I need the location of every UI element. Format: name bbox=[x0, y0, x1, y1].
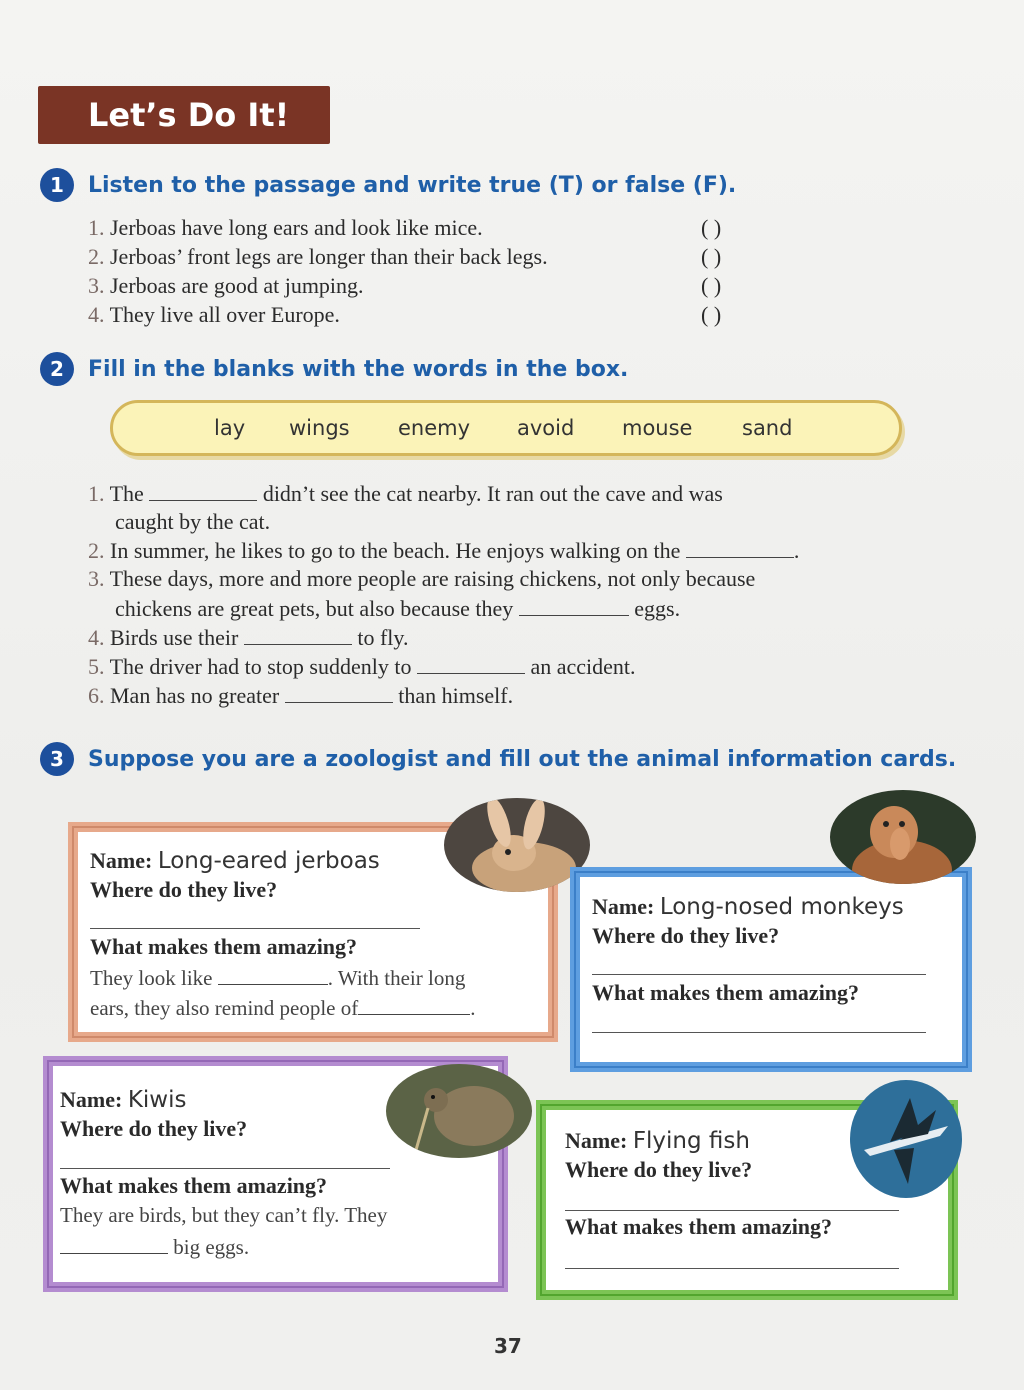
fill-item-5: 5. The driver had to stop suddenly to an accident. bbox=[88, 654, 636, 679]
tf-answer-box-3[interactable]: ( ) bbox=[701, 273, 722, 298]
tf-item-2: 2. Jerboas’ front legs are longer than their back legs. bbox=[88, 244, 548, 269]
tf-item-1: 1. Jerboas have long ears and look like mice. bbox=[88, 215, 483, 240]
section3-number: 3 bbox=[40, 742, 74, 776]
fill-blank-6[interactable] bbox=[285, 682, 393, 703]
section1-number: 1 bbox=[40, 168, 74, 202]
kiwi-name: Name: Kiwis bbox=[60, 1087, 187, 1113]
fill-blank-1[interactable] bbox=[149, 480, 257, 501]
kiwi-line-2: big eggs. bbox=[60, 1233, 249, 1260]
kiwi-photo bbox=[386, 1064, 532, 1158]
fill-blank-2[interactable] bbox=[686, 537, 794, 558]
jerboa-line-1: They look like . With their long bbox=[90, 966, 466, 990]
monkey-name: Name: Long-nosed monkeys bbox=[592, 894, 904, 920]
fill-blank-4[interactable] bbox=[244, 624, 352, 645]
fill-item-6: 6. Man has no greater than himself. bbox=[88, 683, 514, 708]
jerboa-photo bbox=[444, 798, 590, 892]
kiwi-where-label: Where do they live? bbox=[60, 1116, 248, 1141]
jerboa-blank-1[interactable] bbox=[218, 964, 328, 985]
jerboa-where-blank[interactable] bbox=[90, 928, 420, 929]
word-enemy: enemy bbox=[398, 416, 471, 440]
kiwi-blank[interactable] bbox=[60, 1233, 168, 1254]
section3-heading bbox=[40, 742, 956, 776]
jerboa-blank-2[interactable] bbox=[358, 994, 470, 1015]
monkey-amazing-label: What makes them amazing? bbox=[592, 980, 860, 1005]
jerboa-line-2: ears, they also remind people of . bbox=[90, 996, 476, 1020]
word-wings: wings bbox=[289, 416, 350, 440]
fill-item-4: 4. Birds use their to fly. bbox=[88, 625, 409, 650]
kiwi-line-1: They are birds, but they can’t fly. They bbox=[60, 1203, 388, 1227]
fish-amazing-blank[interactable] bbox=[565, 1268, 899, 1269]
fill-blank-3[interactable] bbox=[519, 595, 629, 616]
fill-item-3-cont: chickens are great pets, but also because they eggs. bbox=[115, 596, 681, 621]
tf-answer-box-2[interactable]: ( ) bbox=[701, 244, 722, 269]
jerboa-amazing-label: What makes them amazing? bbox=[90, 934, 358, 959]
section3-title: Suppose you are a zoologist and fill out the animal information cards. bbox=[88, 746, 957, 772]
section2-title: Fill in the blanks with the words in the box. bbox=[88, 356, 629, 382]
section1-title: Listen to the passage and write true (T) or false (F). bbox=[88, 172, 737, 198]
monkey-where-label: Where do they live? bbox=[592, 923, 780, 948]
tf-answer-box-4[interactable]: ( ) bbox=[701, 302, 722, 327]
jerboa-where-label: Where do they live? bbox=[90, 877, 278, 902]
monkey-where-blank[interactable] bbox=[592, 974, 926, 975]
kiwi-where-blank[interactable] bbox=[60, 1168, 390, 1169]
tf-item-3: 3. Jerboas are good at jumping. bbox=[88, 273, 364, 298]
fill-item-1-cont: caught by the cat. bbox=[115, 509, 271, 534]
tf-item-4: 4. They live all over Europe. bbox=[88, 302, 340, 327]
flying-fish-photo bbox=[850, 1080, 962, 1198]
word-lay: lay bbox=[214, 416, 246, 440]
word-mouse: mouse bbox=[622, 416, 693, 440]
section2-number: 2 bbox=[40, 352, 74, 386]
fish-where-blank[interactable] bbox=[565, 1210, 899, 1211]
fill-item-3: 3. These days, more and more people are raising chickens, not only because bbox=[88, 566, 756, 591]
kiwi-amazing-label: What makes them amazing? bbox=[60, 1173, 328, 1198]
word-sand: sand bbox=[742, 416, 793, 440]
word-avoid: avoid bbox=[517, 416, 575, 440]
fish-amazing-label: What makes them amazing? bbox=[565, 1214, 833, 1239]
monkey-photo bbox=[830, 790, 976, 884]
section1-heading bbox=[40, 168, 736, 202]
tf-answer-box-1[interactable]: ( ) bbox=[701, 215, 722, 240]
fish-where-label: Where do they live? bbox=[565, 1157, 753, 1182]
monkey-amazing-blank[interactable] bbox=[592, 1032, 926, 1033]
fill-blank-5[interactable] bbox=[417, 653, 525, 674]
word-box bbox=[110, 400, 902, 456]
fish-name: Name: Flying fish bbox=[565, 1128, 750, 1154]
page-number: 37 bbox=[494, 1334, 522, 1358]
fill-item-2: 2. In summer, he likes to go to the beach. He enjoys walking on the . bbox=[88, 538, 800, 563]
jerboa-name: Name: Long-eared jerboas bbox=[90, 848, 380, 874]
lets-do-it-banner: Let’s Do It! bbox=[38, 86, 330, 144]
fill-item-1: 1. The didn’t see the cat nearby. It ran out the cave and was bbox=[88, 481, 723, 506]
section2-heading bbox=[40, 352, 628, 386]
